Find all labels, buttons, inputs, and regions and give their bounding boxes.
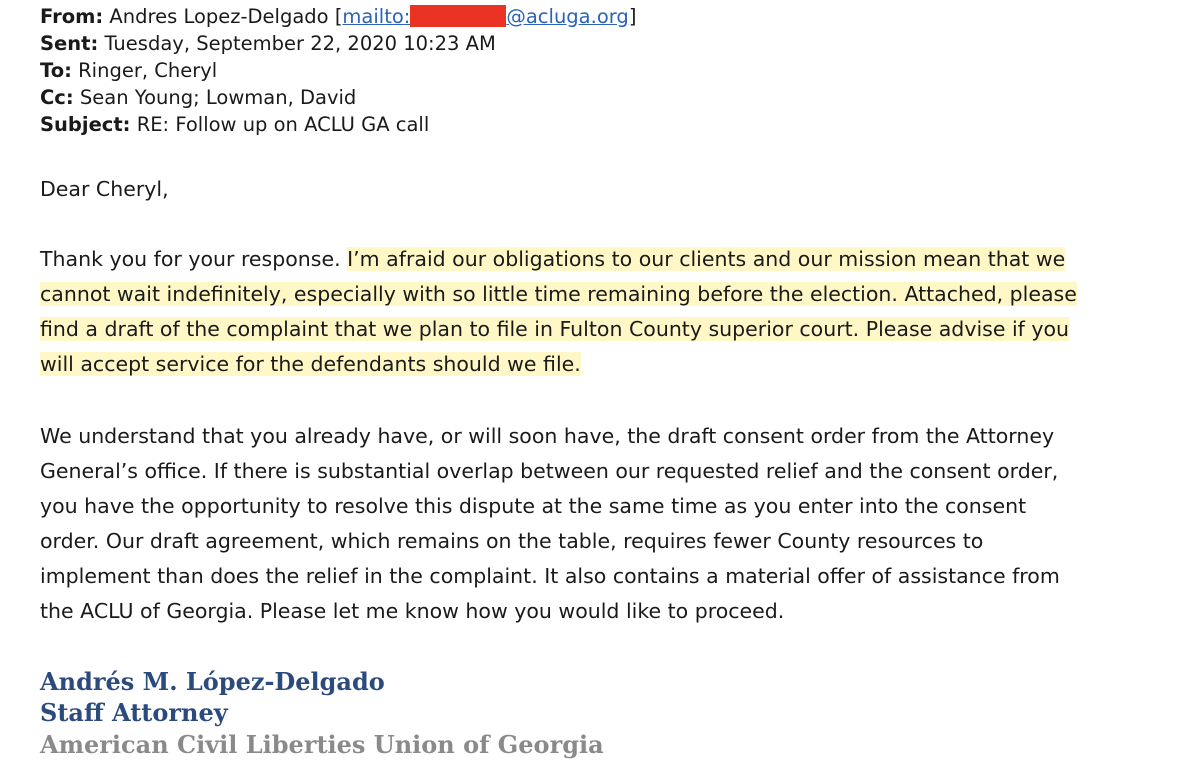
greeting: Dear Cheryl,	[40, 177, 169, 201]
sent-value: Tuesday, September 22, 2020 10:23 AM	[104, 32, 496, 55]
signature-title: Staff Attorney	[40, 698, 228, 727]
paragraph-2-line: We understand that you already have, or will soon have, the draft consent order from the Attorney	[40, 424, 1055, 448]
paragraph-2-line: you have the opportunity to resolve this dispute at the same time as you enter into the consent	[40, 494, 1027, 518]
from-name: Andres Lopez-Delgado	[109, 5, 329, 28]
from-label: From:	[40, 5, 104, 28]
sent-line	[40, 30, 636, 57]
redaction-box	[410, 5, 506, 27]
highlighted-text: find a draft of the complaint that we plan to file in Fulton County superior court. Please advise if you	[40, 317, 1070, 341]
mailto-prefix: mailto	[342, 5, 404, 28]
signature-name: Andrés M. López-Delgado	[40, 667, 385, 696]
paragraph-2-line: implement than does the relief in the complaint. It also contains a material offer of assistance from	[40, 564, 1060, 588]
signature-org: American Civil Liberties Union of Georgia	[40, 730, 604, 759]
paragraph-1-line-1	[40, 242, 1065, 277]
close-bracket: ]	[628, 5, 637, 28]
paragraph-1-line-2	[40, 277, 1077, 312]
to-value: Ringer, Cheryl	[78, 59, 218, 82]
mailto-link[interactable]	[342, 5, 628, 28]
from-line	[40, 3, 636, 30]
highlighted-text: will accept service for the defendants should we file.	[40, 352, 581, 376]
paragraph-2-line: the ACLU of Georgia. Please let me know how you would like to proceed.	[40, 599, 785, 623]
cc-line	[40, 84, 636, 111]
email-header	[40, 3, 636, 138]
paragraph-2-line: General’s office. If there is substantial overlap between our requested relief and the consent order,	[40, 459, 1059, 483]
to-label: To:	[40, 59, 72, 82]
subject-line	[40, 111, 636, 138]
mailto-domain: @acluga.org	[506, 5, 629, 28]
highlighted-text: cannot wait indefinitely, especially with so little time remaining before the election. Attached, please	[40, 282, 1077, 306]
paragraph-1-line-4	[40, 347, 581, 382]
sent-label: Sent:	[40, 32, 99, 55]
cc-value: Sean Young; Lowman, David	[79, 86, 357, 109]
open-bracket: [	[334, 5, 343, 28]
cc-label: Cc:	[40, 86, 74, 109]
mailto-colon: :	[403, 5, 411, 28]
subject-label: Subject:	[40, 113, 131, 136]
paragraph-2-line: order. Our draft agreement, which remains on the table, requires fewer County resources to	[40, 529, 984, 553]
subject-value: RE: Follow up on ACLU GA call	[136, 113, 430, 136]
paragraph-1-intro: Thank you for your response.	[40, 247, 341, 271]
paragraph-1-line-3	[40, 312, 1069, 347]
highlighted-text: I’m afraid our obligations to our clients and our mission mean that we	[347, 247, 1066, 271]
to-line	[40, 57, 636, 84]
